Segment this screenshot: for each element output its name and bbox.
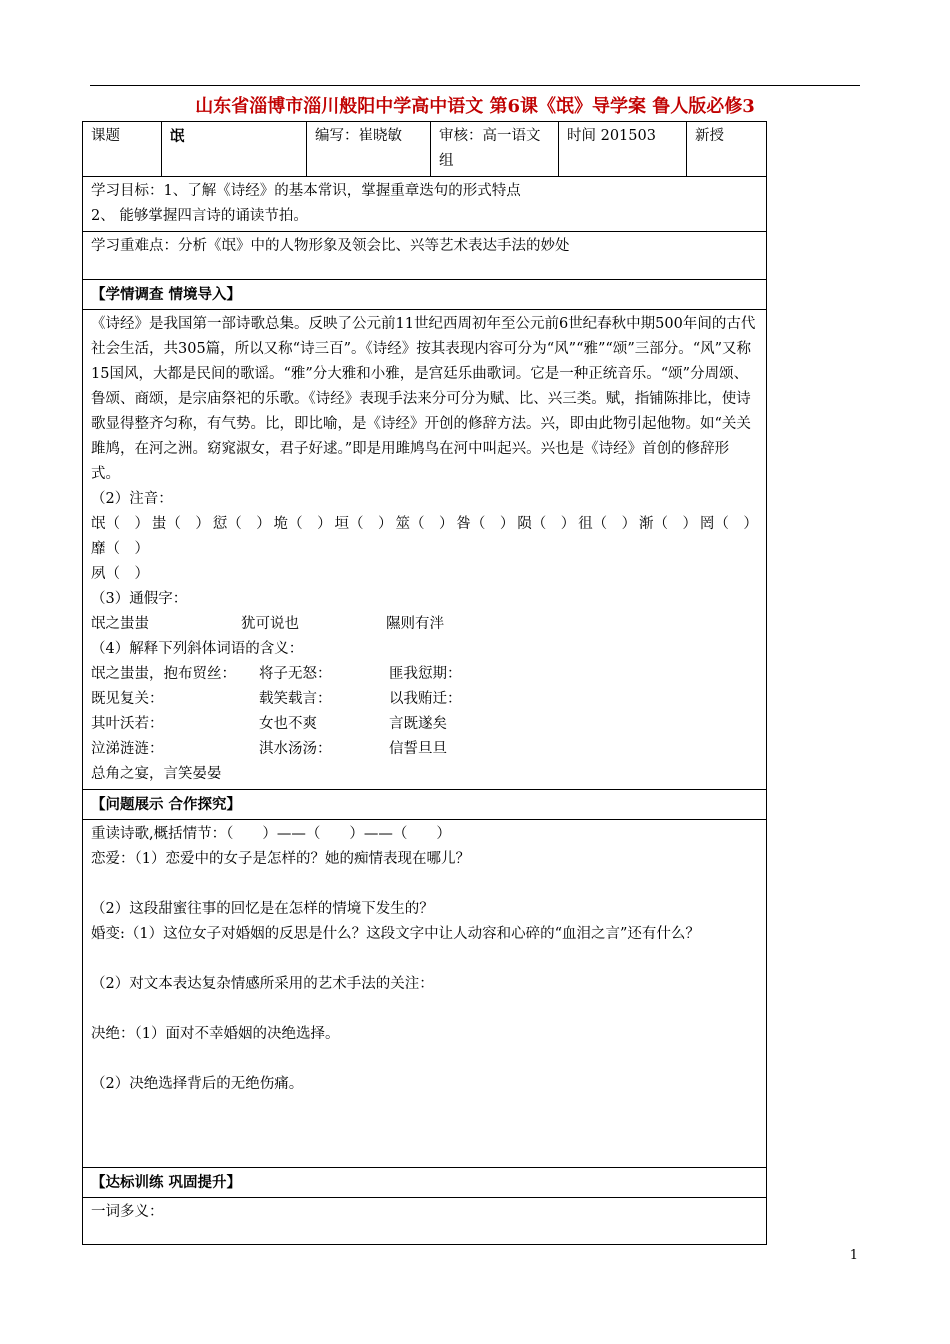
shijing-intro: 《诗经》是我国第一部诗歌总集。反映了公元前11世纪西周初年至公元前6世纪春秋中期500年间的古代社会生活，共305篇，所以又称“诗三百”。《诗经》按其表现内容可分为“风”“雅”“颂”三部分。“风”又称15国风，大都是民间的歌谣。“雅”分大雅和小雅，是宫廷乐曲歌词。它是一种正统音乐。“颂”分周颂、鲁颂、商颂，是宗庙祭祀的乐歌。《诗经》表现手法来分可分为赋、比、兴三类。赋，指铺陈排比，使诗歌显得整齐匀称，有气势。比，即比喻，是《诗经》开创的修辞方法。兴，即由此物引起他物。如“关关雎鸠，在河之洲。窈窕淑女，君子好逑。”即是用雎鸠鸟在河中叫起兴。兴也是《诗经》首创的修辞形式。 [91,316,756,482]
cell-type: 新授 [687,122,767,177]
cell-author: 编写：崔晓敏 [307,122,431,177]
pinyin-list [91,512,758,537]
tongjia-item: 犹可说也 [241,616,299,632]
section1-heading: 【学情调查 情境导入】 [91,286,242,303]
explain-item: 淇水汤汤： [259,741,332,757]
pinyin-item: 徂（ ） [578,516,637,532]
document-title: 山东省淄博市淄川般阳中学高中语文 第6课《氓》导学案 鲁人版必修3 [195,96,755,117]
explain-item: 总角之宴，言笑晏晏 [91,766,222,782]
plot-summary-prompt: 重读诗歌,概括情节：（ ）——（ ）——（ ） [91,826,451,842]
section1-heading-row [83,280,767,310]
pinyin-item: 靡（ ） [91,541,149,557]
key-points: 学习重难点：分析《氓》中的人物形象及领会比、兴等艺术表达手法的妙处 [91,238,570,254]
explain-row [91,687,758,712]
tongjia-item: 氓之蚩蚩 [91,616,149,632]
explain-item: 女也不爽 [259,716,317,732]
pinyin-item: 氓（ ） [91,516,149,532]
section2-heading: 【问题展示 合作探究】 [91,796,242,813]
explain-row [91,737,758,762]
key-points-row [83,232,767,280]
explain-label: （4）解释下列斜体词语的含义： [91,641,304,657]
section3-heading-row [83,1168,767,1198]
section3-heading: 【达标训练 巩固提升】 [91,1174,242,1191]
explain-item: 载笑载言： [259,691,332,707]
pinyin-item: 夙（ ） [91,566,149,582]
section2-heading-row [83,790,767,820]
section3-body-row [83,1198,767,1245]
question-love-1: 恋爱：（1）恋爱中的女子是怎样的？她的痴情表现在哪儿？ [91,851,470,867]
pinyin-label: （2）注音： [91,491,173,507]
polysemy-prompt: 一词多义： [91,1204,164,1220]
pinyin-item: 愆（ ） [212,516,271,532]
pinyin-item: 渐（ ） [639,516,698,532]
cell-topic: 氓 [162,122,307,177]
explain-item: 氓之蚩蚩，抱布贸丝： [91,666,236,682]
explain-row [91,712,758,737]
header-row [83,122,767,177]
worksheet-table [82,121,767,1245]
question-decision-2: （2）决绝选择背后的无绝伤痛。 [91,1076,304,1092]
section1-body-row [83,310,767,790]
cell-topic-label: 课题 [83,122,162,177]
explain-item: 泣涕涟涟： [91,741,164,757]
pinyin-item: 陨（ ） [517,516,576,532]
explain-row [91,662,758,687]
goals-row [83,177,767,232]
pinyin-item: 垝（ ） [273,516,332,532]
goals-line-1: 学习目标：1、了解《诗经》的基本常识，掌握重章迭句的形式特点 [91,183,521,199]
question-decision-1: 决绝：（1）面对不幸婚姻的决绝选择。 [91,1026,340,1042]
tongjia-label: （3）通假字： [91,591,188,607]
explain-item: 其叶沃若： [91,716,164,732]
explain-item: 言既遂矣 [389,716,447,732]
explain-item: 既见复关： [91,691,164,707]
question-love-2: （2）这段甜蜜往事的回忆是在怎样的情境下发生的？ [91,901,434,917]
section2-body-row [83,820,767,1168]
pinyin-item: 咎（ ） [456,516,515,532]
cell-date: 时间 201503 [559,122,687,177]
pinyin-item: 垣（ ） [334,516,393,532]
question-marriage-2: （2）对文本表达复杂情感所采用的艺术手法的关注： [91,976,434,992]
explain-item: 匪我愆期： [389,666,462,682]
header-rule [90,85,860,86]
tongjia-item: 隰则有泮 [386,616,444,632]
pinyin-item: 罔（ ） [699,516,758,532]
goals-line-2: 2、 能够掌握四言诗的诵读节拍。 [91,208,308,224]
cell-reviewer: 审核：高一语文组 [431,122,559,177]
pinyin-item: 筮（ ） [395,516,454,532]
question-marriage-1: 婚变:（1）这位女子对婚姻的反思是什么？这段文字中让人动容和心碎的“血泪之言”还有什么？ [91,926,700,942]
page-number: 1 [849,1248,858,1263]
explain-item: 以我贿迁： [389,691,462,707]
explain-item: 将子无怒： [259,666,332,682]
tongjia-list [91,612,758,637]
pinyin-item: 蚩（ ） [151,516,210,532]
explain-item: 信誓旦旦 [389,741,447,757]
